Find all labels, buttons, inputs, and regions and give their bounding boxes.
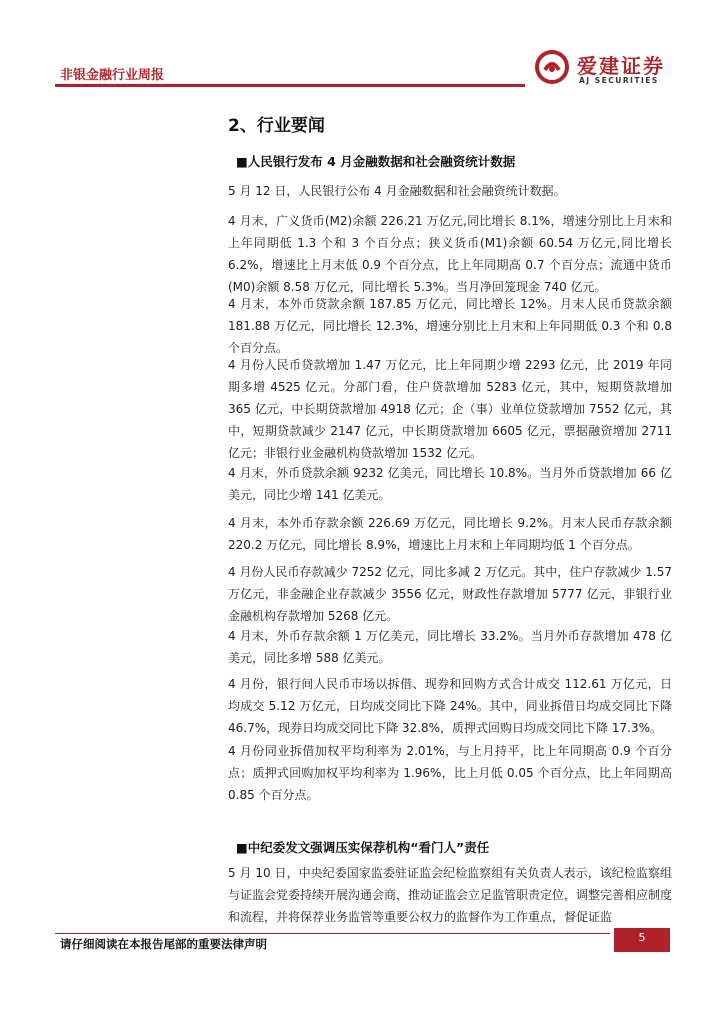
news-paragraph: 4 月末，本外币存款余额 226.69 万亿元，同比增长 9.2%。月末人民币存款余额 220.2 万亿元，同比增长 8.9%，增速比上月末和上年同期均低 1 个百分点。 — [228, 516, 672, 552]
report-title: 非银金融行业周报 — [60, 68, 165, 83]
company-logo — [535, 50, 675, 90]
news-paragraph: 4 月末，本外币贷款余额 187.85 万亿元，同比增长 12%。月末人民币贷款余额 181.88 万亿元，同比增长 12.3%，增速分别比上月末和上年同期低 0.3 个和 0.8 个百分点。 — [228, 297, 672, 355]
news-paragraph: 4 月末，外币贷款余额 9232 亿美元，同比增长 10.8%。当月外币贷款增加 66 亿美元，同比少增 141 亿美元。 — [228, 466, 672, 502]
news-paragraph: 4 月份人民币贷款增加 1.47 万亿元，比上年同期少增 2293 亿元，比 2019 年同期多增 4525 亿元。分部门看，住户贷款增加 5283 亿元，其中，短期贷款增加 365 亿元，中长期贷款增加 4918 亿元；企（事）业单位贷款增加 7552 亿元，其中，短期贷款减少 2147 亿元，中长期贷款增加 6605 亿元，票据融资增加 2711 亿元；非银行业金融机构贷款增加 1532 亿元。 — [228, 358, 672, 460]
news-heading: ■人民银行发布 4 月金融数据和社会融资统计数据 — [236, 154, 516, 169]
news-paragraph: 4 月末，广义货币(M2)余额 226.21 万亿元,同比增长 8.1%，增速分别比上月末和上年同期低 1.3 个和 3 个百分点；狭义货币(M1)余额 60.54 万亿元,同比增长 6.2%，增速比上月末低 0.9 个百分点，比上年同期高 0.7 个百分点；流通中货币(M0)余额 8.58 万亿元，同比增长 5.3%。当月净回笼现金 740 亿元。 — [228, 214, 672, 294]
news-paragraph: 5 月 12 日，人民银行公布 4 月金融数据和社会融资统计数据。 — [228, 184, 566, 198]
logo-english-name: AJ SECURITIES — [579, 76, 659, 85]
news-paragraph: 5 月 10 日，中央纪委国家监委驻证监会纪检监察组有关负责人表示，该纪检监察组与证监会党委持续开展沟通会商，推动证监会立足监管职责定位，调整完善相应制度和流程，并将保荐业务监管等重要公权力的监督作为工作重点，督促证监 — [228, 866, 672, 924]
footer-divider — [55, 933, 610, 934]
header-divider — [55, 84, 525, 87]
news-heading: ■中纪委发文强调压实保荐机构“看门人”责任 — [236, 840, 490, 855]
news-paragraph: 4 月末，外币存款余额 1 万亿美元，同比增长 33.2%。当月外币存款增加 478 亿美元，同比多增 588 亿美元。 — [228, 629, 672, 665]
section-title: 2、行业要闻 — [228, 116, 325, 136]
logo-chinese-name: 爱建证券 — [577, 54, 665, 78]
legal-disclaimer-note: 请仔细阅读在本报告尾部的重要法律声明 — [60, 937, 267, 951]
news-paragraph: 4 月份同业拆借加权平均利率为 2.01%，与上月持平，比上年同期高 0.9 个百分点；质押式回购加权平均利率为 1.96%，比上月低 0.05 个百分点，比上年同期高 0.85 个百分点。 — [228, 744, 672, 802]
news-paragraph: 4 月份，银行间人民币市场以拆借、现券和回购方式合计成交 112.61 万亿元，日均成交 5.12 万亿元，日均成交同比下降 24%。其中，同业拆借日均成交同比下降 46.7%，现券日均成交同比下降 32.8%，质押式回购日均成交同比下降 17.3%。 — [228, 677, 672, 735]
news-paragraph: 4 月份人民币存款减少 7252 亿元，同比多减 2 万亿元。其中，住户存款减少 1.57 万亿元，非金融企业存款减少 3556 亿元，财政性存款增加 5777 亿元，非银行业金融机构存款增加 5268 亿元。 — [228, 565, 672, 623]
aj-logo-icon — [535, 50, 569, 84]
page-number: 5 — [614, 928, 670, 952]
